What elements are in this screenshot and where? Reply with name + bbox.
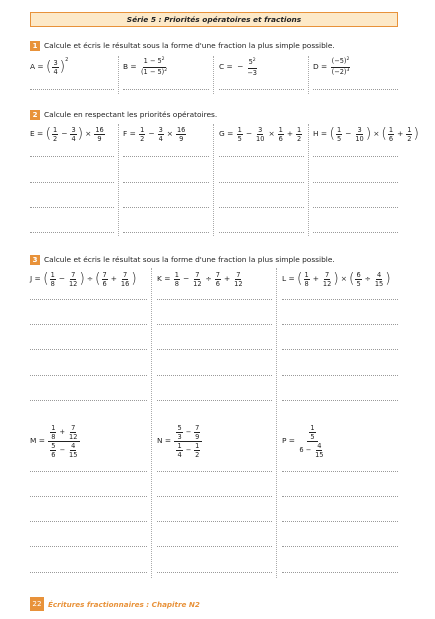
- answer-line: [282, 572, 398, 573]
- expression-label: H =: [313, 129, 328, 139]
- page-number: 22: [30, 597, 44, 611]
- answer-line: [123, 182, 209, 183]
- answer-line: [157, 299, 272, 300]
- column-separator: [118, 124, 119, 236]
- answer-line: [157, 324, 272, 325]
- column-separator: [118, 56, 119, 94]
- expression-label: C =: [219, 62, 233, 72]
- chapter-label: Écritures fractionnaires : Chapitre N2: [48, 599, 200, 609]
- expression-label: K =: [157, 274, 171, 284]
- answer-line: [282, 349, 398, 350]
- exercise-number: 2: [30, 110, 40, 120]
- answer-line: [30, 89, 114, 90]
- column-separator: [151, 268, 152, 578]
- column-separator: [308, 124, 309, 236]
- expression-F: F = $\frac{1}{2}$ − $\frac{3}{4}$ × $\frac{16}{9}$: [123, 125, 186, 143]
- answer-line: [157, 572, 272, 573]
- answer-line: [313, 182, 398, 183]
- column-separator: [213, 124, 214, 236]
- answer-line: [30, 572, 147, 573]
- answer-line: [157, 349, 272, 350]
- answer-line: [30, 156, 114, 157]
- answer-line: [30, 182, 114, 183]
- answer-line: [123, 156, 209, 157]
- exercise-1-heading: [30, 41, 335, 51]
- answer-line: [30, 299, 147, 300]
- answer-line: [219, 156, 304, 157]
- expression-label: D =: [313, 62, 328, 72]
- expression-label: J =: [30, 274, 41, 284]
- expression-B: B = $\frac{1 - 5^2}{(1 - 5)^2}$: [123, 56, 168, 76]
- expression-label: N =: [157, 436, 172, 446]
- answer-line: [30, 496, 147, 497]
- exercise-number: 1: [30, 41, 40, 51]
- answer-line: [282, 496, 398, 497]
- answer-line: [123, 89, 209, 90]
- answer-line: [30, 349, 147, 350]
- answer-line: [157, 521, 272, 522]
- expression-E: E = ( $\frac{1}{2}$ − $\frac{3}{4}$ ) × $\frac{16}{9}$: [30, 125, 104, 143]
- answer-line: [123, 232, 209, 233]
- column-separator: [213, 56, 214, 94]
- answer-line: [30, 400, 147, 401]
- expression-label: P =: [282, 436, 295, 446]
- answer-line: [313, 232, 398, 233]
- expression-label: L =: [282, 274, 295, 284]
- answer-line: [282, 375, 398, 376]
- exercise-instruction: Calcule et écris le résultat sous la forme d'une fraction la plus simple possible.: [44, 255, 335, 264]
- expression-label: A =: [30, 62, 44, 72]
- expression-D: D = $\frac{(-5)^2}{(-2)^3}$: [313, 56, 350, 76]
- expression-P: P = $\frac{1}{5}$ 6 − $\frac{4}{15}$: [282, 423, 324, 459]
- exercise-3-heading: [30, 255, 335, 265]
- exercise-number: 3: [30, 255, 40, 265]
- answer-line: [282, 299, 398, 300]
- answer-line: [157, 471, 272, 472]
- exercise-2-heading: [30, 110, 217, 120]
- answer-line: [157, 496, 272, 497]
- answer-line: [157, 546, 272, 547]
- exercise-instruction: Calcule en respectant les priorités opératoires.: [44, 110, 218, 119]
- expression-K: K = $\frac{1}{8}$ − $\frac{7}{12}$ ÷ $\frac{7}{6}$ + $\frac{7}{12}$: [157, 270, 243, 288]
- expression-label: E =: [30, 129, 44, 139]
- answer-line: [219, 182, 304, 183]
- column-separator: [308, 56, 309, 94]
- answer-line: [30, 232, 114, 233]
- answer-line: [313, 156, 398, 157]
- expression-N: N = $\frac{5}{3}$ − $\frac{7}{9}$ $\frac{1}{4}$ − $\frac{1}{2}$: [157, 421, 203, 461]
- exercise-instruction: Calcule et écris le résultat sous la forme d'une fraction la plus simple possible.: [44, 41, 335, 50]
- answer-line: [30, 207, 114, 208]
- column-separator: [276, 268, 277, 578]
- answer-line: [282, 400, 398, 401]
- expression-M: M = $\frac{1}{8}$ + $\frac{7}{12}$ $\frac{5}{6}$ − $\frac{4}{15}$: [30, 421, 81, 461]
- expression-A: A = ( $\frac{3}{4}$ ) 2: [30, 56, 69, 76]
- answer-line: [219, 89, 304, 90]
- answer-line: [219, 232, 304, 233]
- answer-line: [282, 324, 398, 325]
- answer-line: [30, 375, 147, 376]
- answer-line: [282, 546, 398, 547]
- expression-H: H = ( $\frac{1}{5}$ − $\frac{3}{10}$ ) × ( $\frac{1}{6}$ + $\frac{1}{2}$ ): [313, 125, 419, 143]
- answer-line: [30, 471, 147, 472]
- expression-label: G =: [219, 129, 234, 139]
- series-title: Série 5 : Priorités opératoires et fractions: [30, 12, 398, 27]
- expression-label: M =: [30, 436, 45, 446]
- expression-label: F =: [123, 129, 136, 139]
- expression-G: G = $\frac{1}{5}$ − $\frac{3}{10}$ × $\frac{1}{6}$ + $\frac{1}{2}$: [219, 125, 302, 143]
- answer-line: [157, 400, 272, 401]
- answer-line: [313, 207, 398, 208]
- answer-line: [219, 207, 304, 208]
- answer-line: [157, 375, 272, 376]
- answer-line: [30, 521, 147, 522]
- answer-line: [313, 89, 398, 90]
- expression-label: B =: [123, 62, 137, 72]
- page-footer: [30, 597, 200, 611]
- answer-line: [282, 471, 398, 472]
- answer-line: [282, 521, 398, 522]
- answer-line: [30, 546, 147, 547]
- answer-line: [30, 324, 147, 325]
- expression-L: L = ( $\frac{1}{8}$ + $\frac{7}{12}$ ) × ( $\frac{6}{5}$ ÷ $\frac{4}{15}$ ): [282, 270, 391, 288]
- expression-J: J = ( $\frac{1}{8}$ − $\frac{7}{12}$ ) ÷ ( $\frac{7}{6}$ + $\frac{7}{16}$ ): [30, 270, 137, 288]
- answer-line: [123, 207, 209, 208]
- expression-C: C = − $\frac{5^2}{-3}$: [219, 57, 257, 77]
